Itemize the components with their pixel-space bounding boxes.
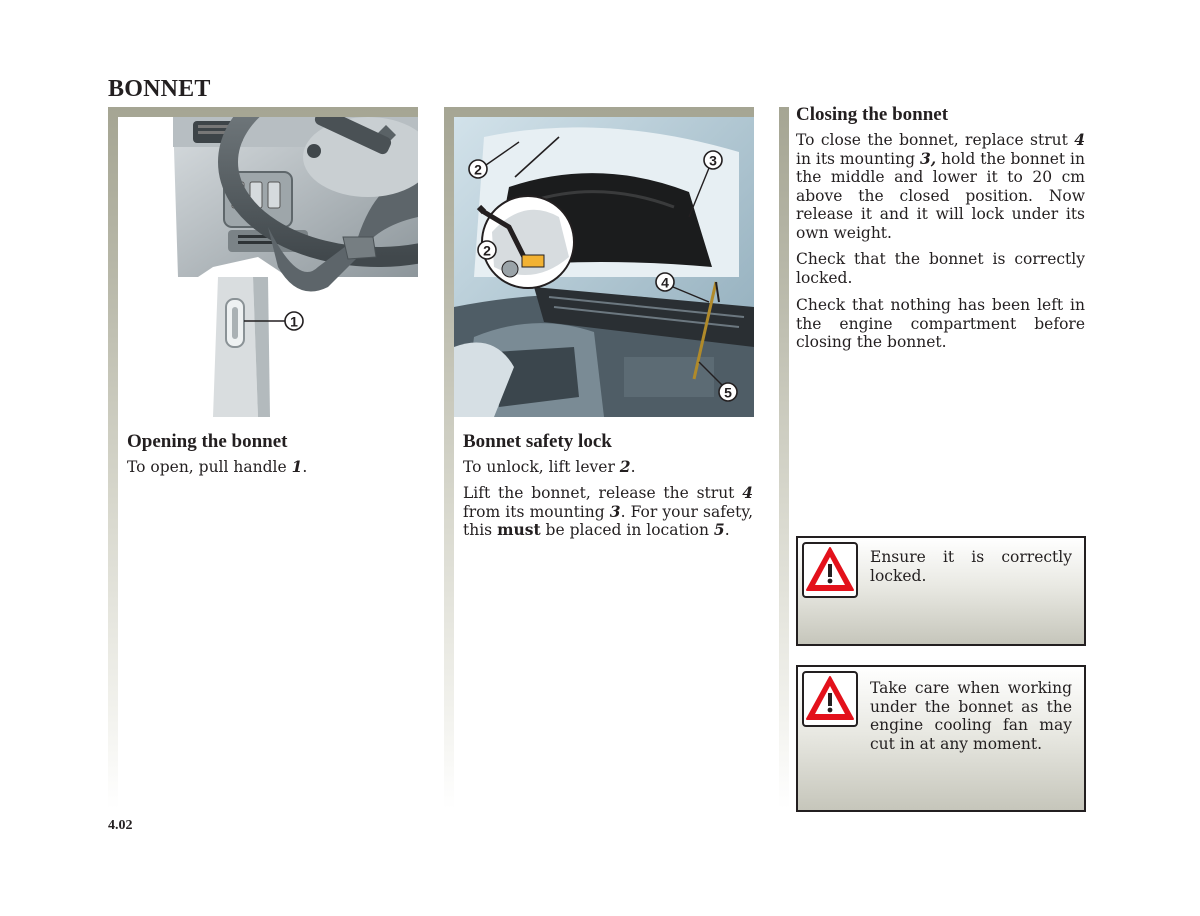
closing-text-2: Check that the bonnet is correctly locked. <box>796 250 1085 287</box>
page-number: 4.02 <box>108 818 133 833</box>
closing-text-1: To close the bonnet, replace strut 4 in its mounting 3, hold the bonnet in the middle and lower it to 20 cm above the closed position. Now release it and it will lock under its own weight. <box>796 130 1085 242</box>
safety-lock-heading: Bonnet safety lock <box>463 431 612 452</box>
warning-text-cooling-fan: Take care when working under the bonnet as the engine cooling fan may cut in at any moment. <box>870 679 1072 753</box>
warning-triangle-icon <box>802 671 858 727</box>
warning-box-locked <box>796 536 1086 646</box>
svg-text:2: 2 <box>474 161 482 178</box>
svg-text:4: 4 <box>661 274 669 291</box>
dashboard-handle-illustration <box>118 117 418 417</box>
svg-text:2: 2 <box>483 242 491 259</box>
svg-text:3: 3 <box>709 152 717 169</box>
warning-box-cooling-fan <box>796 665 1086 812</box>
closing-text-3: Check that nothing has been left in the engine compartment before closing the bonnet. <box>796 296 1085 351</box>
svg-text:5: 5 <box>724 384 732 401</box>
warning-text-locked: Ensure it is correctly locked. <box>870 548 1072 585</box>
safety-lock-text-2: Lift the bonnet, release the strut 4 from its mounting 3. For your safety, this must be placed in location 5. <box>463 483 753 539</box>
engine-bay-illustration <box>454 117 754 417</box>
column-closing-bar <box>779 107 789 809</box>
ref-handle-1: 1 <box>291 457 303 476</box>
warning-triangle-icon <box>802 542 858 598</box>
opening-text: To open, pull handle 1. <box>127 457 308 476</box>
column-safety-lock <box>444 107 754 809</box>
opening-heading: Opening the bonnet <box>127 431 288 452</box>
closing-heading: Closing the bonnet <box>796 104 949 125</box>
svg-text:1: 1 <box>290 313 298 330</box>
column-opening <box>108 107 418 809</box>
safety-lock-text-1: To unlock, lift lever 2. <box>463 457 636 476</box>
page-title: BONNET <box>108 76 211 102</box>
